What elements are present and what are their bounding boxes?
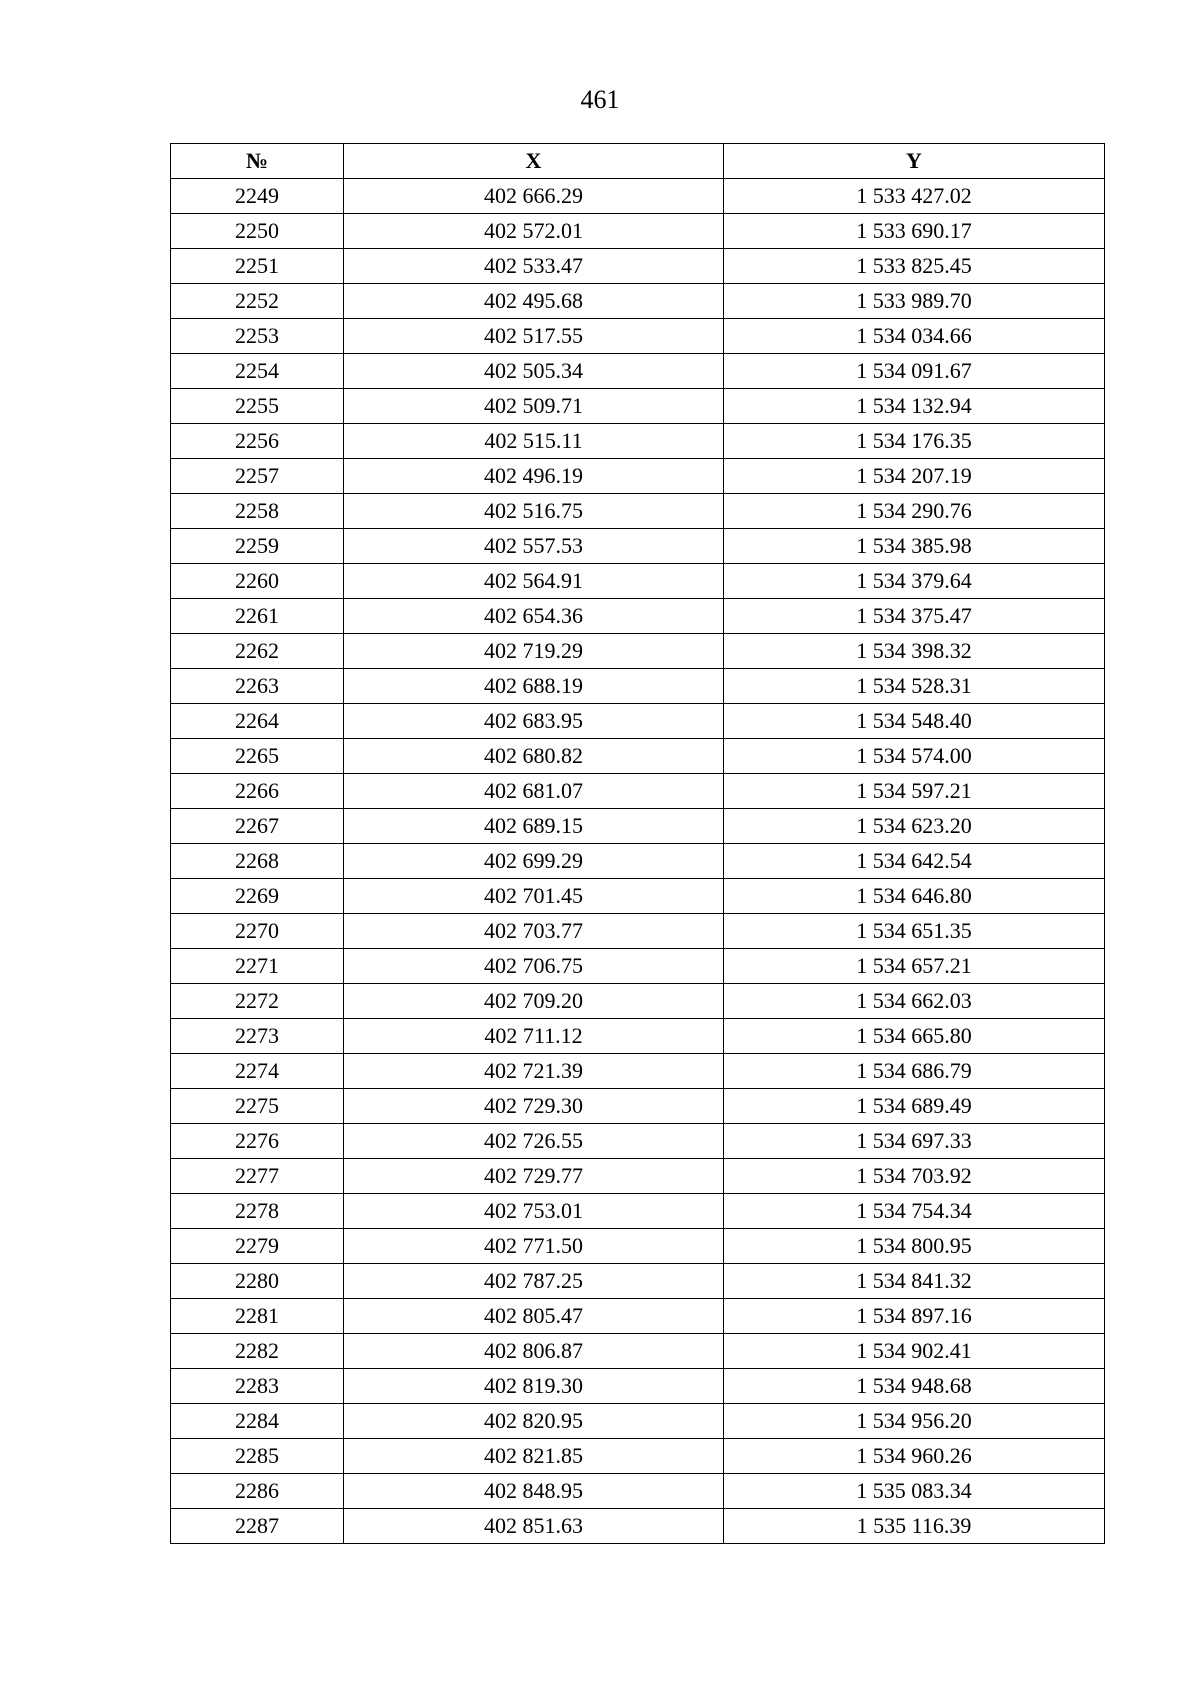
cell-number: 2286: [171, 1474, 344, 1509]
cell-number: 2273: [171, 1019, 344, 1054]
cell-y: 1 534 091.67: [724, 354, 1105, 389]
cell-y: 1 534 662.03: [724, 984, 1105, 1019]
cell-number: 2287: [171, 1509, 344, 1544]
cell-x: 402 516.75: [344, 494, 724, 529]
cell-x: 402 753.01: [344, 1194, 724, 1229]
table-row: [171, 599, 1105, 634]
table-row: [171, 494, 1105, 529]
cell-number: 2282: [171, 1334, 344, 1369]
table-row: [171, 1369, 1105, 1404]
cell-y: 1 534 948.68: [724, 1369, 1105, 1404]
cell-x: 402 821.85: [344, 1439, 724, 1474]
table-row: [171, 284, 1105, 319]
cell-y: 1 534 176.35: [724, 424, 1105, 459]
cell-y: 1 534 290.76: [724, 494, 1105, 529]
table-row: [171, 214, 1105, 249]
cell-x: 402 564.91: [344, 564, 724, 599]
table-row: [171, 1089, 1105, 1124]
cell-x: 402 820.95: [344, 1404, 724, 1439]
cell-x: 402 701.45: [344, 879, 724, 914]
cell-y: 1 534 642.54: [724, 844, 1105, 879]
table-body: [171, 179, 1105, 1544]
cell-number: 2280: [171, 1264, 344, 1299]
cell-x: 402 703.77: [344, 914, 724, 949]
cell-y: 1 534 034.66: [724, 319, 1105, 354]
table-row: [171, 1229, 1105, 1264]
cell-number: 2253: [171, 319, 344, 354]
cell-number: 2266: [171, 774, 344, 809]
cell-number: 2261: [171, 599, 344, 634]
cell-x: 402 495.68: [344, 284, 724, 319]
cell-x: 402 496.19: [344, 459, 724, 494]
cell-y: 1 533 690.17: [724, 214, 1105, 249]
table-row: [171, 1439, 1105, 1474]
table-row: [171, 179, 1105, 214]
cell-y: 1 534 703.92: [724, 1159, 1105, 1194]
cell-x: 402 706.75: [344, 949, 724, 984]
cell-number: 2264: [171, 704, 344, 739]
table-row: [171, 1054, 1105, 1089]
cell-y: 1 535 116.39: [724, 1509, 1105, 1544]
cell-x: 402 509.71: [344, 389, 724, 424]
table-row: [171, 424, 1105, 459]
cell-x: 402 666.29: [344, 179, 724, 214]
table-row: [171, 1019, 1105, 1054]
cell-y: 1 534 646.80: [724, 879, 1105, 914]
cell-x: 402 572.01: [344, 214, 724, 249]
cell-number: 2257: [171, 459, 344, 494]
cell-x: 402 654.36: [344, 599, 724, 634]
cell-x: 402 719.29: [344, 634, 724, 669]
cell-number: 2255: [171, 389, 344, 424]
coordinates-table: [170, 143, 1105, 1544]
cell-x: 402 805.47: [344, 1299, 724, 1334]
cell-number: 2269: [171, 879, 344, 914]
table-row: [171, 1124, 1105, 1159]
cell-y: 1 533 989.70: [724, 284, 1105, 319]
cell-x: 402 787.25: [344, 1264, 724, 1299]
cell-number: 2272: [171, 984, 344, 1019]
table-header-row: [171, 144, 1105, 179]
cell-y: 1 533 825.45: [724, 249, 1105, 284]
cell-y: 1 534 528.31: [724, 669, 1105, 704]
table-row: [171, 1509, 1105, 1544]
cell-number: 2268: [171, 844, 344, 879]
table-row: [171, 1404, 1105, 1439]
cell-x: 402 806.87: [344, 1334, 724, 1369]
cell-y: 1 534 379.64: [724, 564, 1105, 599]
cell-y: 1 534 207.19: [724, 459, 1105, 494]
cell-x: 402 505.34: [344, 354, 724, 389]
cell-number: 2256: [171, 424, 344, 459]
cell-x: 402 851.63: [344, 1509, 724, 1544]
table-row: [171, 1159, 1105, 1194]
cell-number: 2270: [171, 914, 344, 949]
cell-x: 402 680.82: [344, 739, 724, 774]
table-row: [171, 529, 1105, 564]
cell-number: 2279: [171, 1229, 344, 1264]
cell-number: 2284: [171, 1404, 344, 1439]
cell-y: 1 534 960.26: [724, 1439, 1105, 1474]
cell-x: 402 721.39: [344, 1054, 724, 1089]
cell-number: 2263: [171, 669, 344, 704]
cell-y: 1 534 665.80: [724, 1019, 1105, 1054]
cell-number: 2275: [171, 1089, 344, 1124]
cell-x: 402 557.53: [344, 529, 724, 564]
cell-y: 1 534 574.00: [724, 739, 1105, 774]
table-row: [171, 564, 1105, 599]
cell-x: 402 819.30: [344, 1369, 724, 1404]
table-row: [171, 389, 1105, 424]
table-row: [171, 1299, 1105, 1334]
cell-y: 1 534 385.98: [724, 529, 1105, 564]
cell-x: 402 533.47: [344, 249, 724, 284]
cell-number: 2262: [171, 634, 344, 669]
table-row: [171, 459, 1105, 494]
table-row: [171, 319, 1105, 354]
cell-x: 402 681.07: [344, 774, 724, 809]
cell-x: 402 848.95: [344, 1474, 724, 1509]
cell-number: 2254: [171, 354, 344, 389]
table-row: [171, 669, 1105, 704]
cell-number: 2271: [171, 949, 344, 984]
table-row: [171, 1334, 1105, 1369]
cell-y: 1 534 398.32: [724, 634, 1105, 669]
cell-y: 1 534 657.21: [724, 949, 1105, 984]
cell-y: 1 534 597.21: [724, 774, 1105, 809]
cell-x: 402 683.95: [344, 704, 724, 739]
cell-x: 402 689.15: [344, 809, 724, 844]
cell-number: 2283: [171, 1369, 344, 1404]
cell-number: 2251: [171, 249, 344, 284]
cell-number: 2285: [171, 1439, 344, 1474]
cell-y: 1 534 754.34: [724, 1194, 1105, 1229]
cell-number: 2274: [171, 1054, 344, 1089]
header-x: X: [344, 144, 724, 179]
cell-x: 402 688.19: [344, 669, 724, 704]
cell-number: 2252: [171, 284, 344, 319]
table-row: [171, 704, 1105, 739]
cell-y: 1 534 689.49: [724, 1089, 1105, 1124]
cell-x: 402 729.30: [344, 1089, 724, 1124]
table-row: [171, 949, 1105, 984]
cell-number: 2265: [171, 739, 344, 774]
cell-y: 1 534 375.47: [724, 599, 1105, 634]
cell-y: 1 534 897.16: [724, 1299, 1105, 1334]
cell-x: 402 726.55: [344, 1124, 724, 1159]
cell-y: 1 534 841.32: [724, 1264, 1105, 1299]
cell-x: 402 517.55: [344, 319, 724, 354]
cell-y: 1 534 132.94: [724, 389, 1105, 424]
cell-number: 2250: [171, 214, 344, 249]
cell-y: 1 534 548.40: [724, 704, 1105, 739]
cell-y: 1 534 623.20: [724, 809, 1105, 844]
table-row: [171, 739, 1105, 774]
table-row: [171, 354, 1105, 389]
table-row: [171, 249, 1105, 284]
cell-y: 1 533 427.02: [724, 179, 1105, 214]
header-number: №: [171, 144, 344, 179]
cell-number: 2277: [171, 1159, 344, 1194]
page-number: 461: [580, 85, 620, 114]
cell-x: 402 771.50: [344, 1229, 724, 1264]
cell-x: 402 711.12: [344, 1019, 724, 1054]
table-row: [171, 1194, 1105, 1229]
cell-y: 1 535 083.34: [724, 1474, 1105, 1509]
cell-x: 402 729.77: [344, 1159, 724, 1194]
table-row: [171, 1264, 1105, 1299]
cell-y: 1 534 686.79: [724, 1054, 1105, 1089]
cell-number: 2258: [171, 494, 344, 529]
table-row: [171, 634, 1105, 669]
cell-y: 1 534 956.20: [724, 1404, 1105, 1439]
table-row: [171, 1474, 1105, 1509]
cell-number: 2267: [171, 809, 344, 844]
cell-y: 1 534 902.41: [724, 1334, 1105, 1369]
table-row: [171, 879, 1105, 914]
cell-number: 2281: [171, 1299, 344, 1334]
cell-x: 402 699.29: [344, 844, 724, 879]
table-row: [171, 844, 1105, 879]
cell-y: 1 534 697.33: [724, 1124, 1105, 1159]
table-row: [171, 984, 1105, 1019]
cell-x: 402 515.11: [344, 424, 724, 459]
header-y: Y: [724, 144, 1105, 179]
table-row: [171, 914, 1105, 949]
cell-x: 402 709.20: [344, 984, 724, 1019]
table-row: [171, 809, 1105, 844]
cell-number: 2278: [171, 1194, 344, 1229]
cell-number: 2259: [171, 529, 344, 564]
cell-number: 2276: [171, 1124, 344, 1159]
cell-number: 2249: [171, 179, 344, 214]
table-row: [171, 774, 1105, 809]
cell-y: 1 534 651.35: [724, 914, 1105, 949]
cell-number: 2260: [171, 564, 344, 599]
cell-y: 1 534 800.95: [724, 1229, 1105, 1264]
